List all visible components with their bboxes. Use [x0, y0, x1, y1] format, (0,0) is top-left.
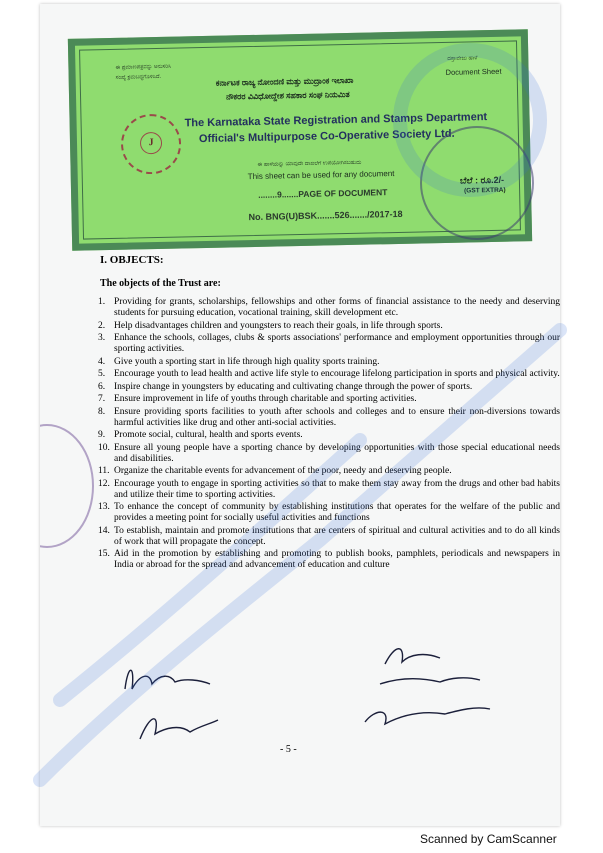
scanned-by-label: Scanned by CamScanner — [420, 832, 557, 846]
signature-3 — [385, 649, 440, 664]
list-item: 15. Aid in the promotion by establishing and promoting to publish books, pamphlets, periodicals and newspapers in India or abroad for the spread and advancement of education and culture — [98, 549, 560, 570]
section-heading: I. OBJECTS: — [100, 254, 164, 266]
list-item: 10. Ensure all young people have a sporting chance by developing opportunities with those special educational needs and disabilities. — [98, 442, 560, 464]
objects-list — [100, 297, 560, 571]
side-rubber-stamp — [40, 424, 94, 548]
signature-4 — [380, 678, 480, 684]
stamp-price: ಬೆಲೆ : ರೂ.2/- — [459, 174, 505, 186]
list-item: 12. Encourage youth to engage in sporting activities so that to make them stay away from the drugs and other bad habits and utilize their time to sporting activities. — [98, 478, 560, 500]
list-item: 11. Organize the charitable events for advancement of the poor, needy and deserving people. — [98, 466, 452, 476]
stamp-page-line: ........9.......PAGE OF DOCUMENT — [258, 187, 388, 200]
list-item: 4. Give youth a sporting start in life through high quality sports training. — [98, 356, 380, 367]
list-item: 14. To establish, maintain and promote institutions that are centers of spiritual and cultural activities and to do all kinds of work that will propagate the concept. — [98, 525, 560, 547]
stamp-kannada-note: ಈ ಹಾಳೆಯನ್ನು ಯಾವುದೇ ದಾಖಲೆಗೆ ಉಪಯೋಗಿಸಬಹುದು — [257, 159, 362, 168]
list-item: 2. Help disadvantages children and youngsters to reach their goals, in life through sports. — [98, 320, 443, 331]
page-number: - 5 - — [280, 744, 297, 755]
stamp-gst: (GST EXTRA) — [464, 186, 506, 195]
list-item: 7. Ensure improvement in life of youths through charitable and sporting activities. — [98, 394, 417, 404]
stamp-title-2: Official's Multipurpose Co-Operative Society Ltd. — [198, 127, 455, 146]
stamp-kannada-title-1: ಕರ್ನಾಟಕ ರಾಜ್ಯ ನೋಂದಣಿ ಮತ್ತು ಮುದ್ರಾಂಕ ಇಲಾಖಾ — [215, 75, 354, 88]
list-item: 8. Ensure providing sports facilities to youth after schools and colleges and to ensure their non-diversions towards harmful activities like drug and other anti-social activities. — [98, 406, 560, 428]
stamp-kannada-left-1: ಈ ಪ್ರಮಾಣಪತ್ರವನ್ನು ಅನುಸರಿಸಿ — [115, 63, 172, 71]
signatures — [40, 644, 560, 764]
signature-1 — [125, 670, 210, 689]
list-item: 1. Providing for grants, scholarships, fellowships and other forms of financial assistance to the needy and deserving students for pursuing education, vocational training, skill development etc. — [98, 297, 560, 318]
stamp-title-1: The Karnataka State Registration and Stamps Department — [184, 111, 488, 130]
stamp-document-sheet: Document Sheet — [445, 66, 502, 77]
section-subheading: The objects of the Trust are: — [100, 278, 221, 289]
stamp-kannada-left-2: ಸಂಖ್ಯೆ ಕ್ರಮಬದ್ಧಗೊಳಿಸಿದೆ. — [115, 73, 162, 81]
document-page — [40, 4, 560, 826]
stamp-kannada-right: ದಸ್ತಾವೇಜು ಹಾಳೆ — [447, 55, 478, 62]
list-item: 3. Enhance the schools, collages, clubs & sports associations' performance and employment opportunities through our sporting activities. — [98, 333, 560, 354]
stamp-note: This sheet can be used for any document — [247, 169, 395, 182]
objects-section — [100, 254, 560, 573]
stamp-kannada-title-2: ನೌಕರರ ವಿವಿಧೋದ್ದೇಶ ಸಹಕಾರ ಸಂಘ ನಿಯಮಿತ — [225, 89, 350, 102]
list-item: 13. To enhance the concept of community by establishing institutions that operates for the welfare of the public and provides a meeting point for socially useful activities and functions — [98, 502, 560, 523]
round-rubber-stamp — [420, 126, 534, 240]
list-item: 9. Promote social, cultural, health and sports events. — [98, 430, 303, 440]
signature-5 — [365, 708, 490, 724]
signature-2 — [140, 719, 218, 739]
list-item: 6. Inspire change in youngsters by educating and cultivating change through the power of sports. — [98, 381, 473, 392]
list-item: 5. Encourage youth to lead health and active life style to encourage lifelong participation in sports and physical activity. — [98, 369, 560, 379]
seal-letter: J — [140, 132, 162, 154]
stamp-number-line: No. BNG(U)BSK.......526......./2017-18 — [248, 208, 403, 223]
